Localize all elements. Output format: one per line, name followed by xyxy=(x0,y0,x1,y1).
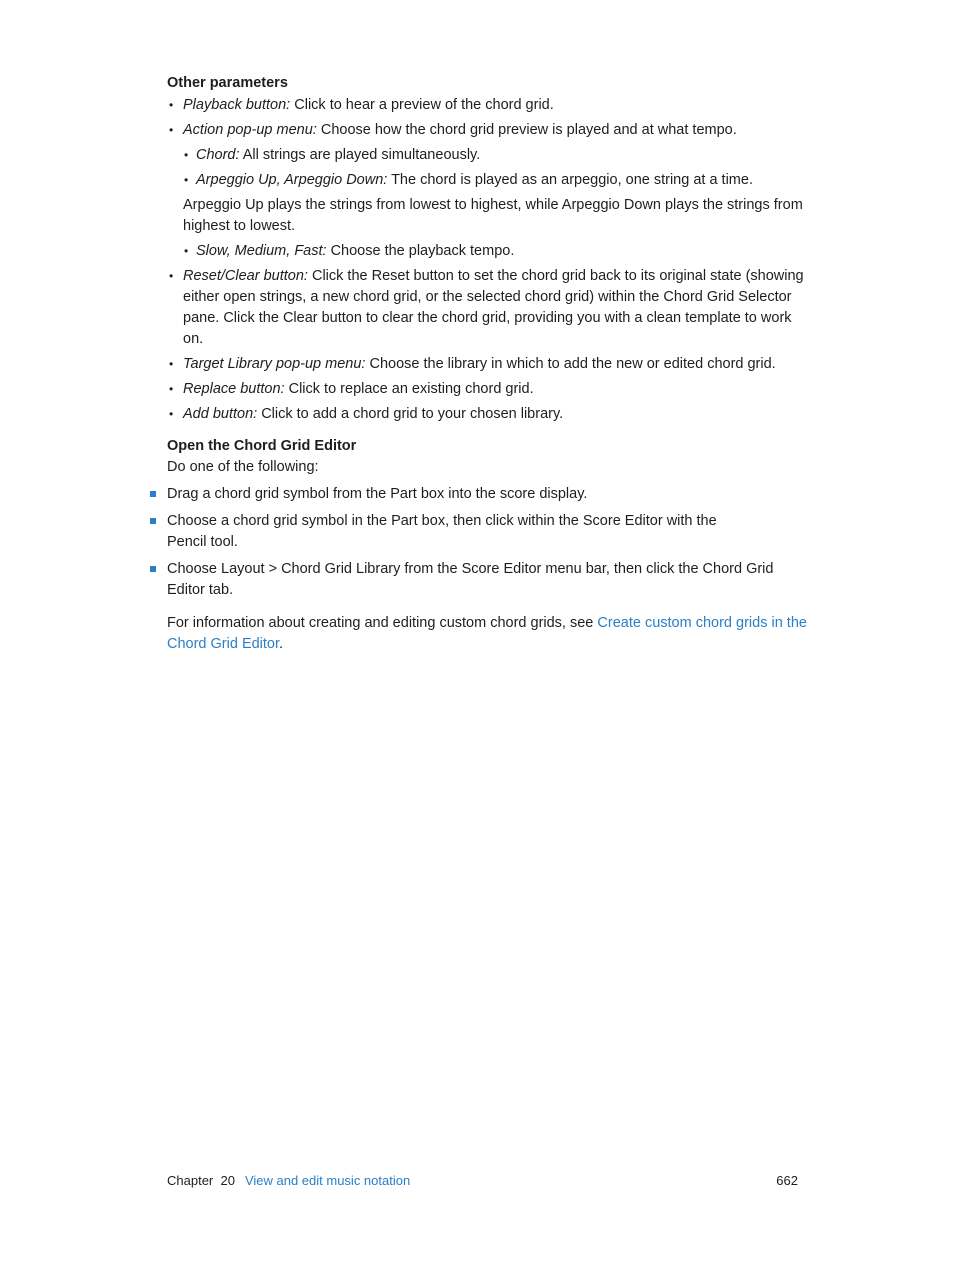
item-term: Target Library pop-up menu: xyxy=(183,356,366,372)
list-item xyxy=(167,379,807,400)
info-paragraph xyxy=(167,613,807,655)
list-item xyxy=(167,354,807,375)
list-item xyxy=(167,95,807,116)
sub-list-item xyxy=(167,170,807,191)
list-item xyxy=(167,266,807,350)
item-text: Click to add a chord grid to your chosen library. xyxy=(257,406,564,422)
step-text: Choose Layout > Chord Grid Library from the Score Editor menu bar, then click the Chord Grid Editor tab. xyxy=(167,561,774,598)
square-bullet-icon xyxy=(150,491,156,497)
chord-grid-editor-link[interactable]: Create custom chord grids in the Chord Grid Editor xyxy=(167,615,807,652)
list-item xyxy=(167,404,807,425)
item-term: Add button: xyxy=(183,406,258,422)
chapter-title-link[interactable]: View and edit music notation xyxy=(244,1173,411,1188)
item-term: Reset/Clear button: xyxy=(183,268,308,284)
item-text: The chord is played as an arpeggio, one string at a time. xyxy=(387,172,753,188)
item-text: Choose the playback tempo. xyxy=(326,243,515,259)
parameters-list xyxy=(167,95,807,425)
arpeggio-note: Arpeggio Up plays the strings from lowest to highest, while Arpeggio Down plays the strings from highest to lowest. xyxy=(183,197,803,234)
item-text: Click the Reset button to set the chord grid back to its original state (showing either open strings, a new chord grid, or the selected chord grid) within the Chord Grid Selector pane. Click the Clear button to clear the chord grid, providing you with a clean template to work on. xyxy=(183,268,804,347)
page-footer xyxy=(167,1171,798,1191)
step-item xyxy=(167,511,807,553)
chapter-label: Chapter 20 xyxy=(167,1173,235,1188)
item-text: Click to replace an existing chord grid. xyxy=(284,381,534,397)
square-bullet-icon xyxy=(150,566,156,572)
list-item xyxy=(167,120,807,141)
info-end: . xyxy=(279,636,284,652)
square-bullet-icon xyxy=(150,518,156,524)
item-text: Choose the library in which to add the new or edited chord grid. xyxy=(365,356,776,372)
step-item xyxy=(167,559,807,601)
item-term: Slow, Medium, Fast: xyxy=(196,243,327,259)
item-term: Playback button: xyxy=(183,97,291,113)
section-heading-other-parameters: Other parameters xyxy=(167,75,288,91)
sub-list-item xyxy=(167,241,807,262)
item-term: Replace button: xyxy=(183,381,285,397)
item-term: Action pop-up menu: xyxy=(183,122,317,138)
item-text: All strings are played simultaneously. xyxy=(239,147,481,163)
section-heading-open-editor: Open the Chord Grid Editor xyxy=(167,438,357,454)
page-number: 662 xyxy=(776,1173,798,1188)
item-text: Choose how the chord grid preview is played and at what tempo. xyxy=(316,122,737,138)
item-term: Chord: xyxy=(196,147,240,163)
step-text: Choose a chord grid symbol in the Part box, then click within the Score Editor with the Pencil tool. xyxy=(167,513,717,550)
step-item xyxy=(167,484,807,505)
info-text: For information about creating and editing custom chord grids, see xyxy=(167,615,598,631)
item-term: Arpeggio Up, Arpeggio Down: xyxy=(196,172,388,188)
sub-list-item xyxy=(167,145,807,166)
step-text: Drag a chord grid symbol from the Part box into the score display. xyxy=(167,486,588,502)
intro-text: Do one of the following: xyxy=(167,459,319,475)
item-text: Click to hear a preview of the chord grid. xyxy=(290,97,554,113)
page-content xyxy=(167,73,807,655)
